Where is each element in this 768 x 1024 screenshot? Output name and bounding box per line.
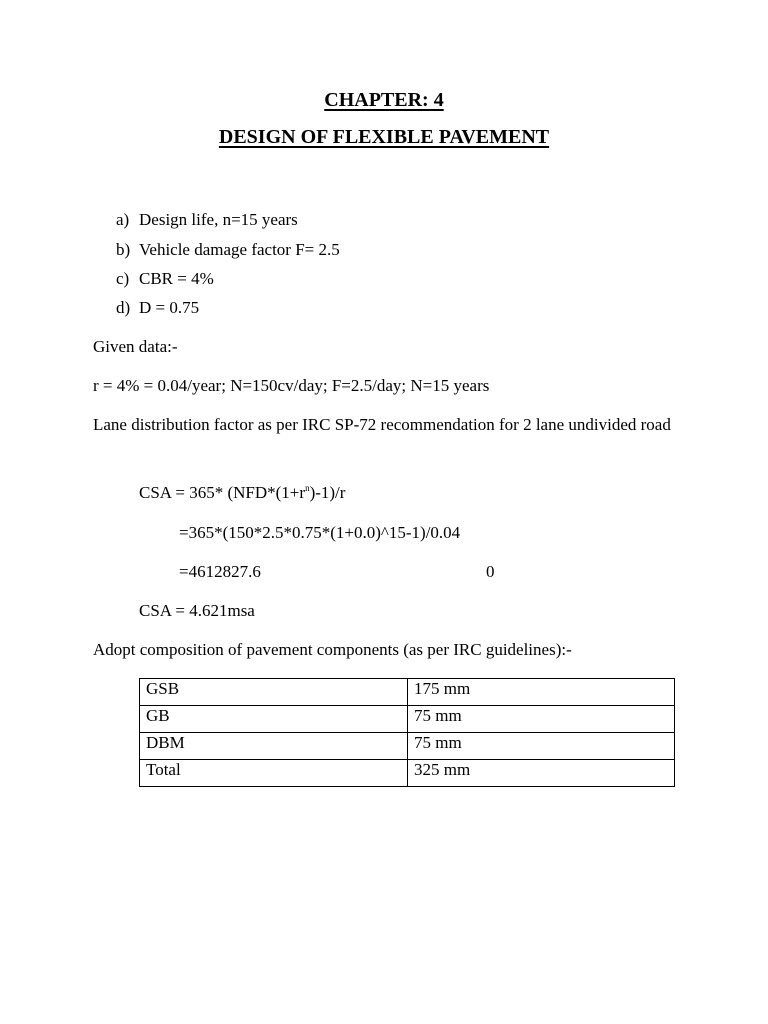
thickness-cell: 75 mm <box>408 706 675 733</box>
pavement-composition-table <box>139 678 675 787</box>
csa-final: CSA = 4.621msa <box>139 601 255 620</box>
layer-cell: GB <box>140 706 408 733</box>
csa-formula <box>139 483 345 503</box>
list-marker: c) <box>116 269 130 288</box>
list-marker: d) <box>116 298 131 317</box>
table-row <box>140 733 675 760</box>
list-item-text: Design life, n=15 years <box>139 210 298 229</box>
lane-distribution-paragraph: Lane distribution factor as per IRC SP-72 recommendation for 2 lane undivided road <box>93 415 671 434</box>
composition-label: Adopt composition of pavement components (as per IRC guidelines):- <box>93 640 572 659</box>
layer-cell: DBM <box>140 733 408 760</box>
layer-cell: Total <box>140 760 408 787</box>
thickness-cell: 325 mm <box>408 760 675 787</box>
given-data-label: Given data:- <box>93 337 178 356</box>
csa-formula-prefix: CSA = 365* (NFD*(1+r <box>139 483 306 502</box>
csa-result: =4612827.6 <box>179 562 261 581</box>
list-item-text: Vehicle damage factor F= 2.5 <box>139 240 340 259</box>
thickness-cell: 75 mm <box>408 733 675 760</box>
csa-substitution: =365*(150*2.5*0.75*(1+0.0)^15-1)/0.04 <box>179 523 461 542</box>
list-item-text: CBR = 4% <box>139 269 214 288</box>
chapter-title: DESIGN OF FLEXIBLE PAVEMENT <box>218 126 550 148</box>
thickness-cell: 175 mm <box>408 679 675 706</box>
csa-formula-exponent: n <box>305 483 310 493</box>
list-marker: b) <box>116 240 131 259</box>
table-row <box>140 760 675 787</box>
list-item-text: D = 0.75 <box>139 298 200 317</box>
table-row <box>140 706 675 733</box>
csa-formula-suffix: )-1)/r <box>309 483 346 502</box>
given-data-line: r = 4% = 0.04/year; N=150cv/day; F=2.5/day; N=15 years <box>93 376 490 395</box>
list-marker: a) <box>116 210 130 229</box>
chapter-number-heading: CHAPTER: 4 <box>324 89 444 111</box>
layer-cell: GSB <box>140 679 408 706</box>
table-row <box>140 679 675 706</box>
csa-result-trailing: 0 <box>486 562 495 581</box>
